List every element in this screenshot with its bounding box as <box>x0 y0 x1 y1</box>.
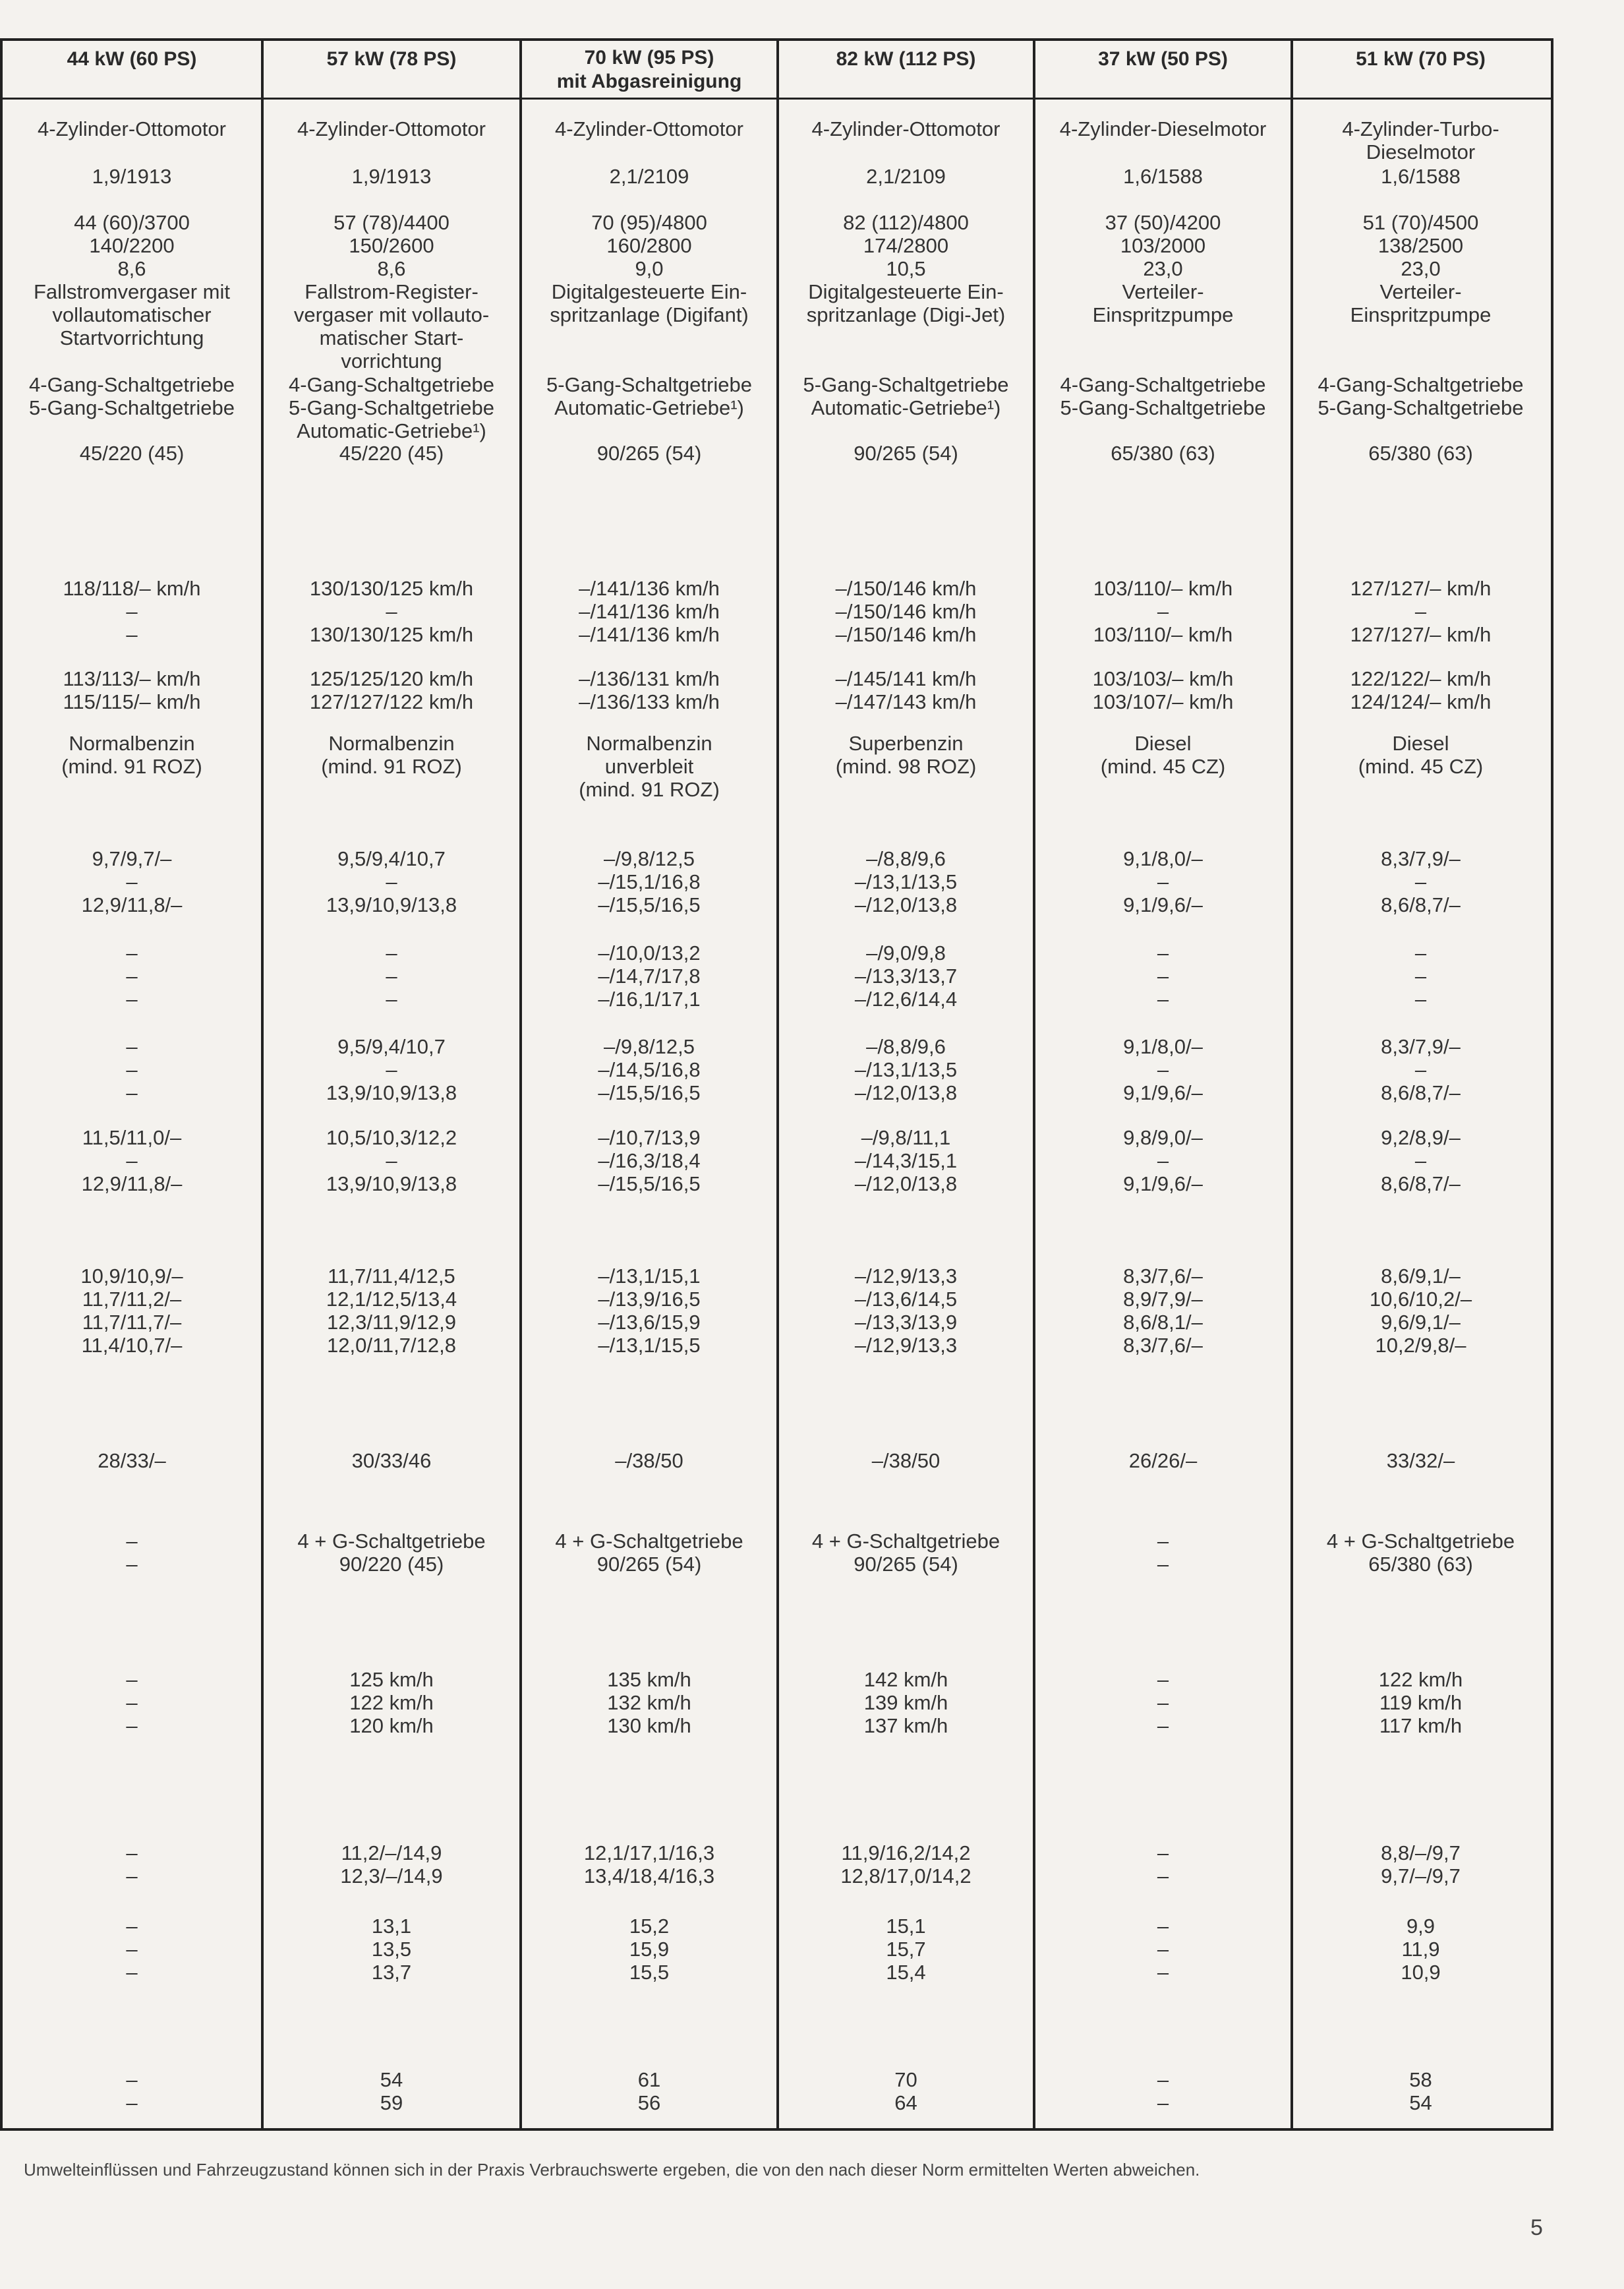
table-cell: –/10,0/13,2 –/14,7/17,8 –/16,1/17,1 <box>598 941 701 1011</box>
table-cell: 15,1 15,7 15,4 <box>886 1915 926 1984</box>
table-cell: 57 (78)/4400 150/2600 8,6 Fallstrom-Register- vergaser mit vollauto- matischer Start- vorrichtung <box>293 211 490 372</box>
table-cell: 65/380 (63) <box>1368 442 1473 465</box>
table-cell: – – <box>1157 1841 1169 1888</box>
table-cell: – – – <box>1157 941 1169 1011</box>
table-cell: 4 + G-Schaltgetriebe 65/380 (63) <box>1326 1530 1515 1576</box>
table-cell: –/9,0/9,8 –/13,3/13,7 –/12,6/14,4 <box>854 941 958 1011</box>
table-cell: –/10,7/13,9 –/16,3/18,4 –/15,5/16,5 <box>598 1126 701 1195</box>
table-cell: – – – <box>386 941 397 1011</box>
table-cell: 122 km/h 119 km/h 117 km/h <box>1378 1668 1463 1737</box>
table-cell: 4-Gang-Schaltgetriebe 5-Gang-Schaltgetriebe <box>1060 373 1266 419</box>
table-cell: –/141/136 km/h –/141/136 km/h –/141/136 km/h <box>579 577 720 646</box>
table-cell: –/38/50 <box>871 1449 941 1472</box>
table-cell: 8,8/–/9,7 9,7/–/9,7 <box>1381 1841 1461 1888</box>
table-cell: Normalbenzin unverbleit (mind. 91 ROZ) <box>579 732 720 801</box>
table-cell: – – – <box>1157 1668 1169 1737</box>
table-cell: 4 + G-Schaltgetriebe 90/220 (45) <box>297 1530 486 1576</box>
table-cell: –/150/146 km/h –/150/146 km/h –/150/146 km/h <box>835 577 977 646</box>
table-cell: –/8,8/9,6 –/13,1/13,5 –/12,0/13,8 <box>854 1035 958 1104</box>
table-cell: – – – <box>1414 941 1427 1011</box>
table-cell: –/12,9/13,3 –/13,6/14,5 –/13,3/13,9 –/12,9/13,3 <box>854 1264 958 1357</box>
table-cell: 54 59 <box>380 2068 403 2114</box>
column-header: 82 kW (112 PS) <box>836 48 976 70</box>
table-cell: 130/130/125 km/h – 130/130/125 km/h <box>309 577 474 646</box>
table-cell: 45/220 (45) <box>79 442 185 465</box>
table-cell: Diesel (mind. 45 CZ) <box>1358 732 1484 778</box>
table-cell: 26/26/– <box>1128 1449 1198 1472</box>
table-cell: 4-Gang-Schaltgetriebe 5-Gang-Schaltgetriebe Automatic-Getriebe¹) <box>289 373 494 442</box>
table-cell: – – <box>1157 2068 1169 2114</box>
table-cell: –/9,8/11,1 –/14,3/15,1 –/12,0/13,8 <box>854 1126 958 1195</box>
table-cell: 8,3/7,9/– – 8,6/8,7/– <box>1381 1035 1461 1104</box>
table-cell: 10,9/10,9/– 11,7/11,2/– 11,7/11,7/– 11,4/10,7/– <box>80 1264 183 1357</box>
table-cell: 9,8/9,0/– – 9,1/9,6/– <box>1123 1126 1203 1195</box>
table-cell: –/8,8/9,6 –/13,1/13,5 –/12,0/13,8 <box>854 847 958 916</box>
table-cell: 90/265 (54) <box>596 442 702 465</box>
table-cell: 2,1/2109 <box>609 165 689 188</box>
table-cell: 9,7/9,7/– – 12,9/11,8/– <box>81 847 183 916</box>
table-cell: 9,5/9,4/10,7 – 13,9/10,9/13,8 <box>326 1035 457 1104</box>
table-cell: 1,6/1588 <box>1381 165 1461 188</box>
table-cell: 9,1/8,0/– – 9,1/9,6/– <box>1123 1035 1203 1104</box>
table-cell: 4-Zylinder-Ottomotor <box>38 117 226 140</box>
table-cell: 8,3/7,9/– – 8,6/8,7/– <box>1381 847 1461 916</box>
table-cell: 30/33/46 <box>351 1449 432 1472</box>
table-cell: 8,6/9,1/– 10,6/10,2/– 9,6/9,1/– 10,2/9,8/– <box>1369 1264 1472 1357</box>
table-cell: 103/103/– km/h 103/107/– km/h <box>1092 667 1234 713</box>
table-cell: 90/265 (54) <box>854 442 958 465</box>
table-cell: –/9,8/12,5 –/15,1/16,8 –/15,5/16,5 <box>598 847 701 916</box>
footnote: Umwelteinflüssen und Fahrzeugzustand können sich in der Praxis Verbrauchswerte ergeben, die von den nach dieser Norm ermittelten Werten abweichen. <box>24 2160 1200 2180</box>
table-cell: 103/110/– km/h – 103/110/– km/h <box>1093 577 1233 646</box>
table-cell: 4 + G-Schaltgetriebe 90/265 (54) <box>555 1530 743 1576</box>
table-cell: 125 km/h 122 km/h 120 km/h <box>349 1668 434 1737</box>
table-cell: 118/118/– km/h – – <box>63 577 201 646</box>
table-cell: 4 + G-Schaltgetriebe 90/265 (54) <box>811 1530 1000 1576</box>
column-header: 44 kW (60 PS) <box>67 48 197 70</box>
table-cell: 10,5/10,3/12,2 – 13,9/10,9/13,8 <box>326 1126 457 1195</box>
table-cell: – – – <box>126 1915 138 1984</box>
table-cell: – – <box>126 1530 138 1576</box>
table-cell: 1,9/1913 <box>351 165 432 188</box>
table-cell: 61 56 <box>637 2068 661 2114</box>
column-header: 70 kW (95 PS) mit Abgasreinigung <box>556 47 742 92</box>
table-cell: –/136/131 km/h –/136/133 km/h <box>579 667 720 713</box>
table-cell: 11,9/16,2/14,2 12,8/17,0/14,2 <box>840 1841 972 1888</box>
table-cell: Diesel (mind. 45 CZ) <box>1100 732 1226 778</box>
table-cell: 135 km/h 132 km/h 130 km/h <box>607 1668 691 1737</box>
table-cell: 82 (112)/4800 174/2800 10,5 Digitalgesteuerte Ein- spritzanlage (Digi-Jet) <box>806 211 1006 326</box>
table-cell: 4-Zylinder-Turbo- Dieselmotor <box>1342 117 1499 164</box>
table-cell: 9,9 11,9 10,9 <box>1401 1915 1441 1984</box>
table-cell: 113/113/– km/h 115/115/– km/h <box>63 667 201 713</box>
column-header: 57 kW (78 PS) <box>326 48 457 70</box>
table-cell: 11,7/11,4/12,5 12,1/12,5/13,4 12,3/11,9/12,9 12,0/11,7/12,8 <box>326 1264 457 1357</box>
table-cell: – – <box>126 2068 138 2114</box>
table-cell: 45/220 (45) <box>339 442 444 465</box>
table-cell: 4-Zylinder-Ottomotor <box>555 117 743 140</box>
table-cell: Superbenzin (mind. 98 ROZ) <box>835 732 977 778</box>
table-cell: – – – <box>126 941 138 1011</box>
table-cell: 33/32/– <box>1386 1449 1455 1472</box>
table-cell: 4-Zylinder-Dieselmotor <box>1059 117 1267 140</box>
column-header: 37 kW (50 PS) <box>1098 48 1228 70</box>
table-cell: 11,2/–/14,9 12,3/–/14,9 <box>340 1841 443 1888</box>
table-cell: 12,1/17,1/16,3 13,4/18,4/16,3 <box>583 1841 715 1888</box>
table-cell: 44 (60)/3700 140/2200 8,6 Fallstromvergaser mit vollautomatischer Startvorrichtung <box>34 211 230 349</box>
table-cell: 8,3/7,6/– 8,9/7,9/– 8,6/8,1/– 8,3/7,6/– <box>1123 1264 1203 1357</box>
table-cell: 70 (95)/4800 160/2800 9,0 Digitalgesteuerte Ein- spritzanlage (Digifant) <box>550 211 749 326</box>
table-cell: – – – <box>126 1035 138 1104</box>
table-cell: 125/125/120 km/h 127/127/122 km/h <box>309 667 474 713</box>
table-cell: –/145/141 km/h –/147/143 km/h <box>835 667 977 713</box>
table-cell: 5-Gang-Schaltgetriebe Automatic-Getriebe¹) <box>803 373 1009 419</box>
table-cell: 58 54 <box>1409 2068 1432 2114</box>
table-cell: Normalbenzin (mind. 91 ROZ) <box>61 732 202 778</box>
table-cell: 1,9/1913 <box>92 165 172 188</box>
table-cell: 4-Gang-Schaltgetriebe 5-Gang-Schaltgetriebe <box>29 373 235 419</box>
table-cell: – – – <box>126 1668 138 1737</box>
table-cell: 2,1/2109 <box>866 165 946 188</box>
table-cell: 13,1 13,5 13,7 <box>371 1915 412 1984</box>
table-cell: – – <box>126 1841 138 1888</box>
table-cell: 9,2/8,9/– – 8,6/8,7/– <box>1381 1126 1461 1195</box>
table-cell: 5-Gang-Schaltgetriebe Automatic-Getriebe¹) <box>546 373 752 419</box>
table-cell: 4-Zylinder-Ottomotor <box>297 117 486 140</box>
table-cell: 51 (70)/4500 138/2500 23,0 Verteiler- Einspritzpumpe <box>1350 211 1492 326</box>
page-number: 5 <box>1530 2215 1543 2240</box>
table-cell: 122/122/– km/h 124/124/– km/h <box>1350 667 1492 713</box>
table-cell: 65/380 (63) <box>1111 442 1215 465</box>
table-cell: 4-Zylinder-Ottomotor <box>811 117 1000 140</box>
column-header: 51 kW (70 PS) <box>1356 48 1486 70</box>
table-cell: Normalbenzin (mind. 91 ROZ) <box>321 732 462 778</box>
table-cell: 4-Gang-Schaltgetriebe 5-Gang-Schaltgetriebe <box>1318 373 1524 419</box>
table-cell: 1,6/1588 <box>1123 165 1203 188</box>
header-rule <box>0 98 1551 100</box>
table-cell: 142 km/h 139 km/h 137 km/h <box>863 1668 948 1737</box>
table-cell: 15,2 15,9 15,5 <box>629 1915 670 1984</box>
table-cell: –/13,1/15,1 –/13,9/16,5 –/13,6/15,9 –/13,1/15,5 <box>598 1264 701 1357</box>
table-cell: 127/127/– km/h – 127/127/– km/h <box>1350 577 1492 646</box>
table-cell: 9,1/8,0/– – 9,1/9,6/– <box>1123 847 1203 916</box>
table-cell: –/38/50 <box>615 1449 683 1472</box>
table-cell: 11,5/11,0/– – 12,9/11,8/– <box>81 1126 183 1195</box>
table-cell: 28/33/– <box>98 1449 166 1472</box>
table-cell: –/9,8/12,5 –/14,5/16,8 –/15,5/16,5 <box>598 1035 701 1104</box>
table-cell: 9,5/9,4/10,7 – 13,9/10,9/13,8 <box>326 847 457 916</box>
table-cell: 70 64 <box>894 2068 917 2114</box>
table-cell: – – – <box>1157 1915 1169 1984</box>
table-cell: 37 (50)/4200 103/2000 23,0 Verteiler- Einspritzpumpe <box>1092 211 1234 326</box>
table-cell: – – <box>1157 1530 1169 1576</box>
